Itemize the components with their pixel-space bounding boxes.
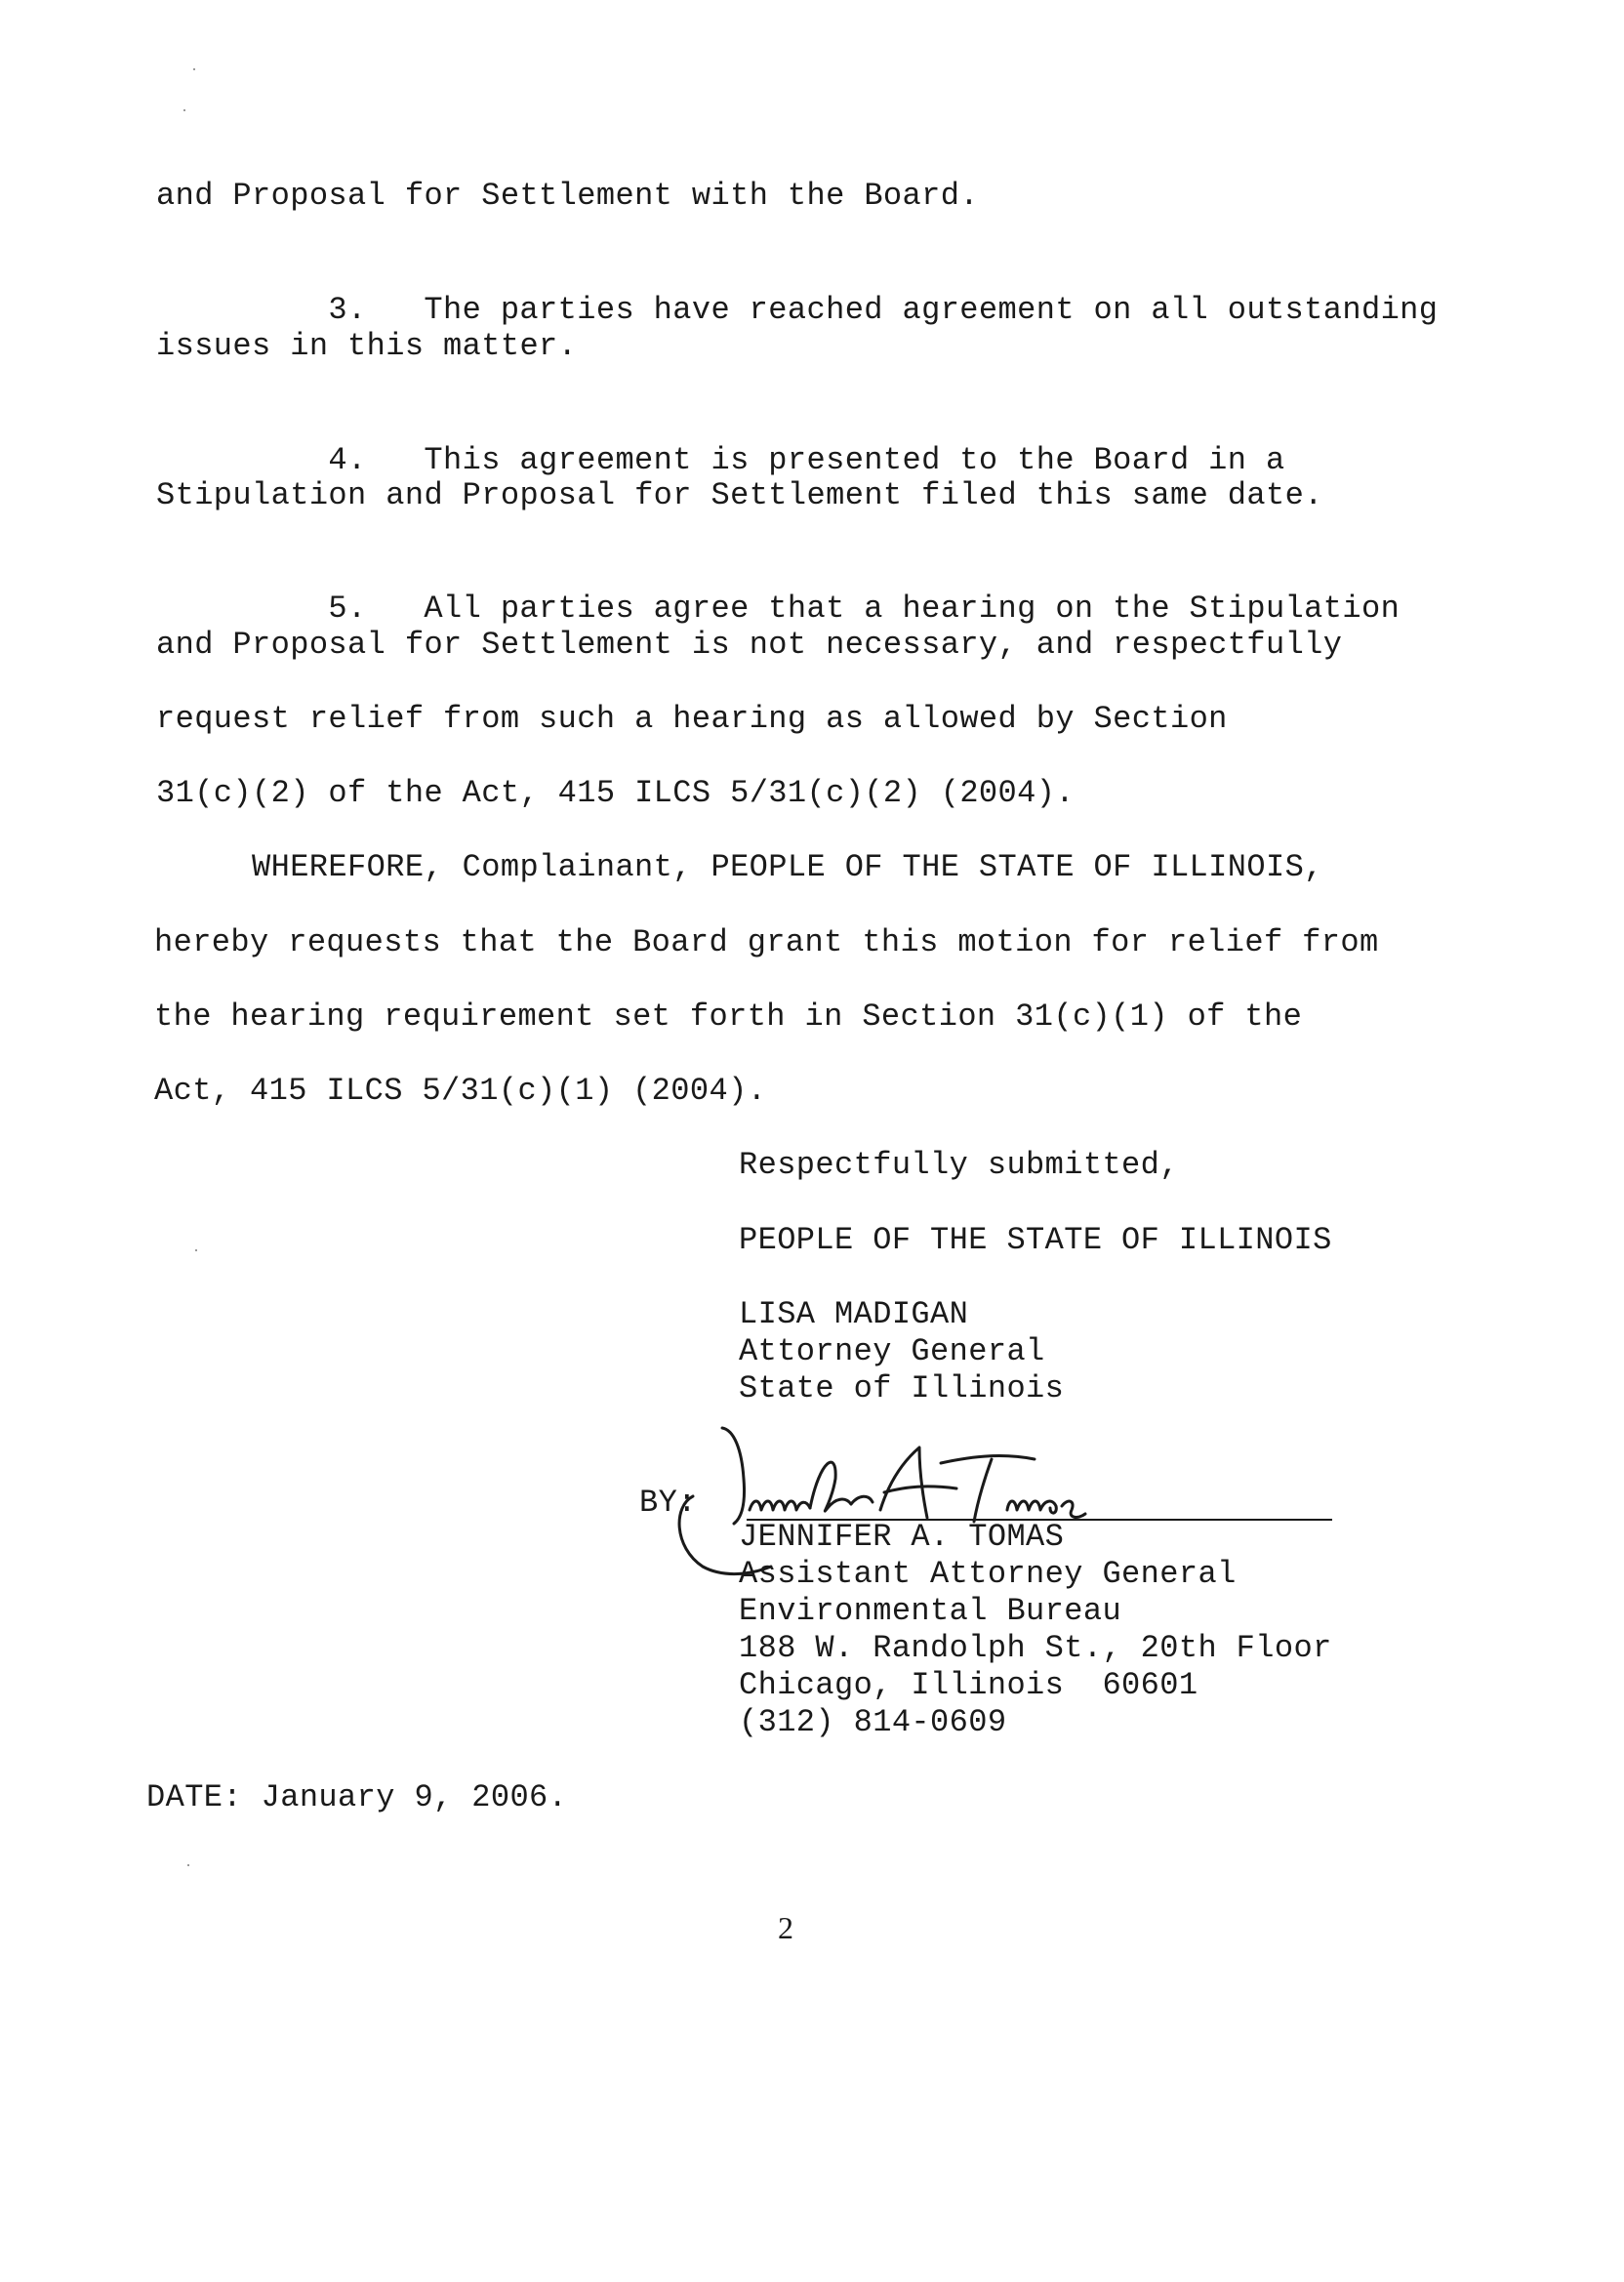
wherefore-line-2: hereby requests that the Board grant this motion for relief from <box>154 924 1379 960</box>
wherefore-line-3: the hearing requirement set forth in Section 31(c)(1) of the <box>154 998 1303 1035</box>
scan-speck <box>183 109 185 111</box>
paragraph-text: All parties agree that a hearing on the Stipulation <box>424 591 1401 627</box>
paragraph-3-line-2: issues in this matter. <box>156 328 578 364</box>
address-line-1: 188 W. Randolph St., 20th Floor <box>739 1630 1332 1666</box>
paragraph-number: 5. <box>328 591 367 627</box>
page-number: 2 <box>778 1910 793 1945</box>
signer-title: Assistant Attorney General <box>739 1556 1237 1592</box>
closing: Respectfully submitted, <box>739 1147 1179 1183</box>
party-name: PEOPLE OF THE STATE OF ILLINOIS <box>739 1222 1332 1258</box>
address-line-2: Chicago, Illinois 60601 <box>739 1667 1198 1703</box>
paragraph-number: 4. <box>328 442 367 478</box>
by-label: BY: <box>639 1485 697 1521</box>
attorney-general-title: Attorney General <box>739 1333 1045 1369</box>
signer-name: JENNIFER A. TOMAS <box>739 1519 1065 1555</box>
paragraph-5-line-2: and Proposal for Settlement is not necessary, and respectfully <box>156 627 1343 663</box>
scan-speck <box>187 1864 189 1866</box>
paragraph-number: 3. <box>328 292 367 328</box>
wherefore-line-4: Act, 415 ILCS 5/31(c)(1) (2004). <box>154 1073 767 1109</box>
paragraph-text: This agreement is presented to the Board in a <box>424 442 1285 478</box>
bureau: Environmental Bureau <box>739 1593 1122 1629</box>
wherefore-line-1: WHEREFORE, Complainant, PEOPLE OF THE STATE OF ILLINOIS, <box>252 849 1323 885</box>
paragraph-5-line-4: 31(c)(2) of the Act, 415 ILCS 5/31(c)(2) (2004). <box>156 775 1075 811</box>
scan-speck <box>195 1249 197 1251</box>
scan-speck <box>193 68 195 70</box>
attorney-general-state: State of Illinois <box>739 1370 1065 1406</box>
paragraph-5-line-3: request relief from such a hearing as allowed by Section <box>156 701 1228 737</box>
paragraph-4-line-2: Stipulation and Proposal for Settlement filed this same date. <box>156 477 1323 513</box>
continuation-line: and Proposal for Settlement with the Board. <box>156 178 979 214</box>
phone: (312) 814-0609 <box>739 1704 1007 1740</box>
attorney-general-name: LISA MADIGAN <box>739 1296 969 1332</box>
date-line: DATE: January 9, 2006. <box>146 1779 568 1815</box>
paragraph-text: The parties have reached agreement on all outstanding <box>424 292 1439 328</box>
